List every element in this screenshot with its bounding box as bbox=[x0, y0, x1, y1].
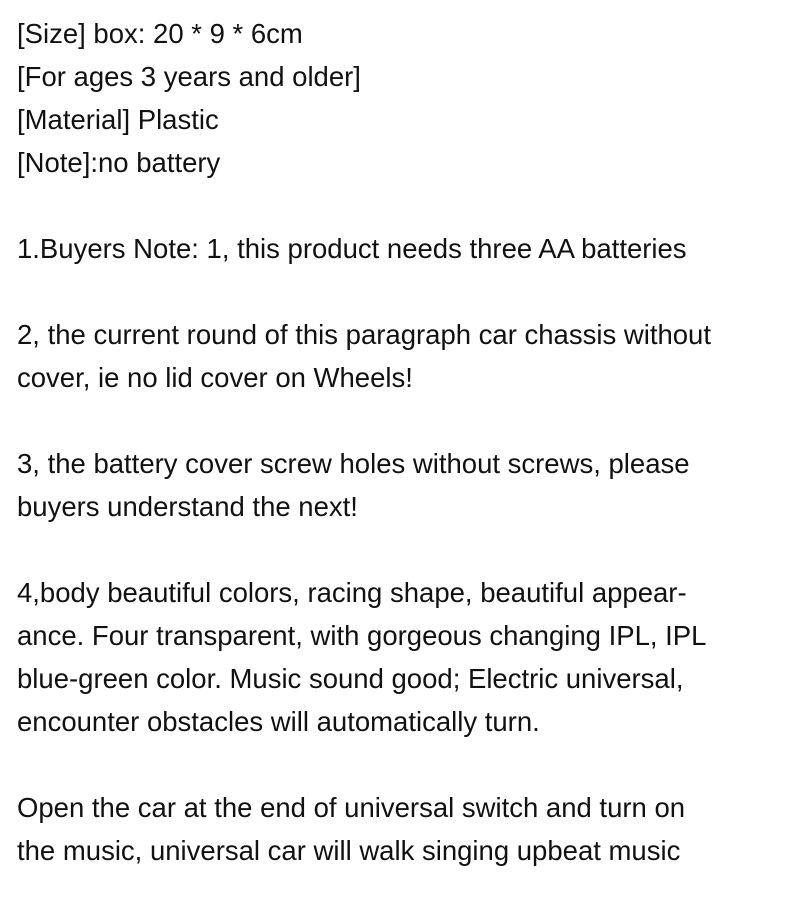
spec-material: [Material] Plastic bbox=[17, 104, 219, 135]
paragraph-5 bbox=[17, 786, 793, 872]
product-description bbox=[17, 12, 793, 872]
paragraph-line: 4,body beautiful colors, racing shape, beautiful appear- bbox=[17, 577, 687, 608]
paragraph-gap bbox=[17, 270, 793, 313]
paragraph-3 bbox=[17, 442, 793, 528]
paragraph-2 bbox=[17, 313, 793, 399]
paragraph-gap bbox=[17, 743, 793, 786]
paragraph-1 bbox=[17, 227, 793, 270]
paragraph-gap bbox=[17, 399, 793, 442]
paragraph-gap bbox=[17, 184, 793, 227]
paragraph-line: Open the car at the end of universal switch and turn on bbox=[17, 792, 686, 823]
spec-ages: [For ages 3 years and older] bbox=[17, 61, 361, 92]
paragraph-line: 2, the current round of this paragraph car chassis without bbox=[17, 319, 711, 350]
paragraph-line: cover, ie no lid cover on Wheels! bbox=[17, 362, 413, 393]
paragraph-line: buyers understand the next! bbox=[17, 491, 358, 522]
spec-size: [Size] box: 20 * 9 * 6cm bbox=[17, 18, 303, 49]
paragraph-4 bbox=[17, 571, 793, 743]
paragraph-line: 3, the battery cover screw holes without screws, please bbox=[17, 448, 690, 479]
paragraph-line: the music, universal car will walk singing upbeat music bbox=[17, 835, 681, 866]
paragraph-line: ance. Four transparent, with gorgeous changing IPL, IPL bbox=[17, 620, 707, 651]
spec-note: [Note]:no battery bbox=[17, 147, 221, 178]
paragraph-line: 1.Buyers Note: 1, this product needs three AA batteries bbox=[17, 233, 687, 264]
spec-block bbox=[17, 12, 793, 184]
paragraph-gap bbox=[17, 528, 793, 571]
paragraph-line: encounter obstacles will automatically turn. bbox=[17, 706, 540, 737]
paragraph-line: blue-green color. Music sound good; Electric universal, bbox=[17, 663, 684, 694]
